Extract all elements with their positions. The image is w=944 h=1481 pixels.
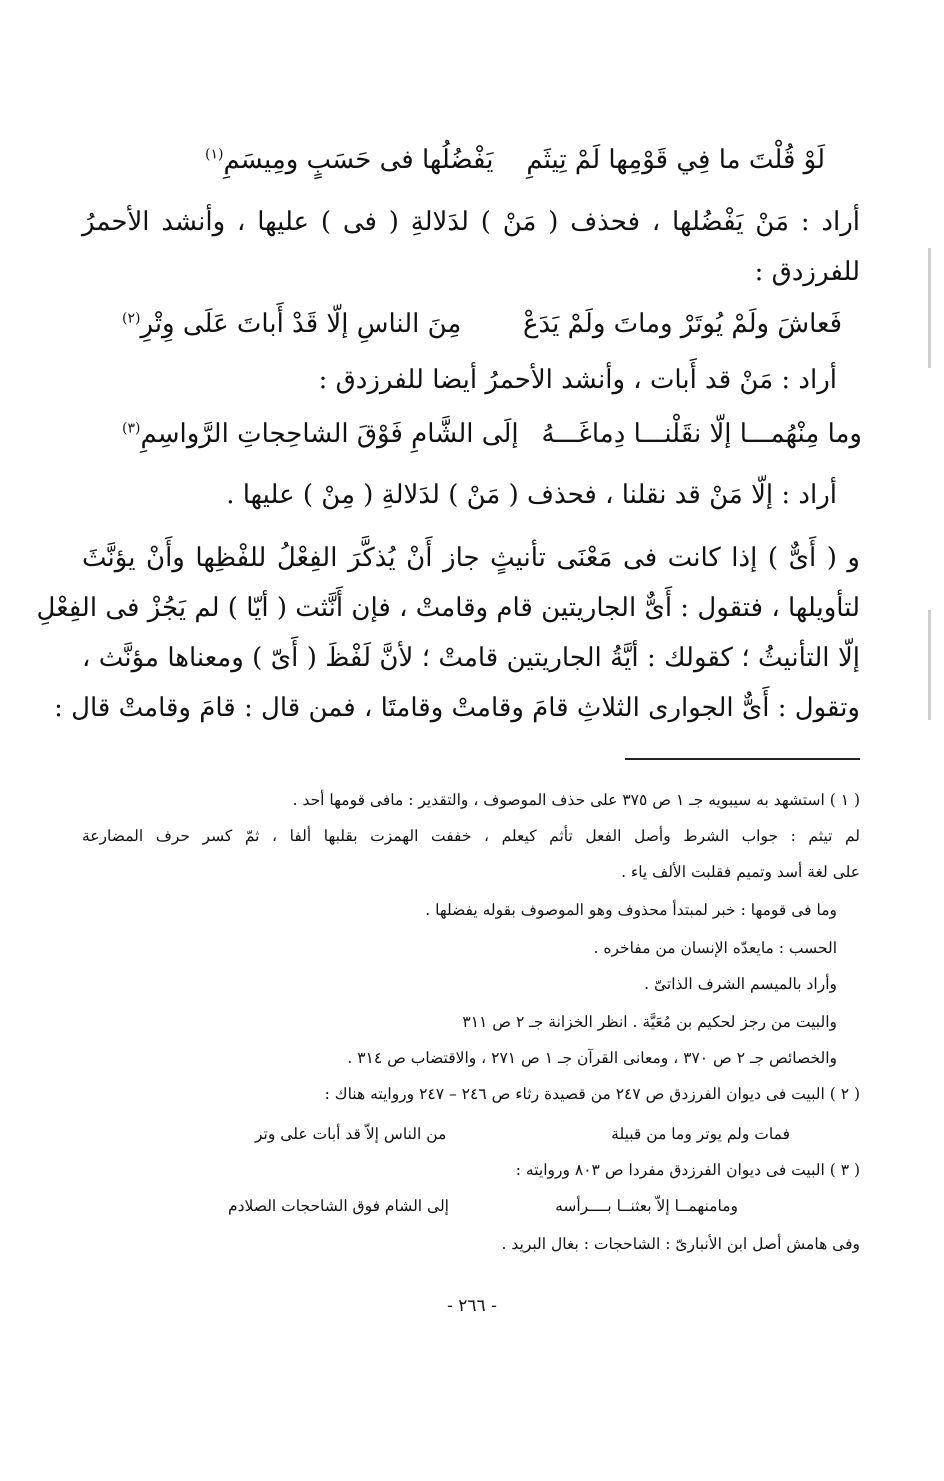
scan-margin-mark [928,610,931,720]
body-line: للفرزدق : [754,257,860,287]
verse-second-hemistich: يَفْضُلُها فى حَسَبٍ ومِيسَمِ$^{(١)}$ [205,145,494,175]
verse-first-hemistich: وما مِنْهُمـــا إلّا نقَلْنـــا دِماغَـــهُ [541,419,862,449]
body-line: أراد : مَنْ قد أَبات ، وأنشد الأحمرُ أيضا للفرزدق : [318,365,837,395]
scan-margin-mark [928,248,931,368]
verse-first-hemistich: لَوْ قُلْتَ ما فِي قَوْمِها لَمْ تِيثَمِ [526,145,825,175]
footnote-verse-first: فمات ولم يوتر وما من قبيلة [611,1125,790,1143]
footnote-verse-second: إلى الشام فوق الشاحجات الصلادم [228,1197,449,1215]
footnote-verse [228,1194,738,1218]
verse-second-hemistich: مِنَ الناسِ إلّا قَدْ أَباتَ عَلَى وِتْرِ$^{(٢)}$ [122,309,462,339]
verse-line [205,140,825,180]
verse-line [122,304,842,344]
footnote-line: ( ٣ ) البيت فى ديوان الفرزدق مفردا ص ٨٠٣ وروايته : [515,1161,860,1179]
footnote-ref: (١) [205,146,224,163]
footnote-ref: (٣) [122,420,141,437]
verse-line [122,414,862,454]
body-line: وتقول : أَىٌّ الجوارى الثلاثِ قامَ وقامتْ وقامتَا ، فمن قال : قامَ وقامتْ قال : [54,693,860,723]
footnote-verse-second: من الناس إلاّ قد أبات على وتر [255,1125,447,1143]
footnote-verse-first: ومامنهمــا إلاّ بعثنــا بــــرأسه [555,1197,738,1215]
body-line: أراد : إلّا مَنْ قد نقلنا ، فحذف ( مَنْ ) لدَلالةِ ( مِنْ ) عليها . [226,480,837,510]
footnote-line: ( ٢ ) البيت فى ديوان الفرزدق ص ٢٤٧ من قصيدة رثاء ص ٢٤٦ – ٢٤٧ وروايته هناك : [324,1085,860,1103]
footnote-line: والبيت من رجز لحكيم بن مُعَيَّة . انظر الخزانة جـ ٢ ص ٣١١ [462,1013,837,1031]
footnote-ref: (٢) [122,310,141,327]
body-line: إلّا التأنيثُ ؛ كقولك : أيَّةُ الجاريتين قامتْ ؛ لأنَّ لَفْظَ ( أَىّ ) ومعناها مؤنَّث ، [82,643,860,673]
footnote-verse [255,1122,790,1146]
footnote-line: على لغة أسد وتميم فقلبت الألف ياء . [621,863,860,881]
page-number: - ٢٦٦ - [447,1296,497,1316]
body-line: أراد : مَنْ يَفْضُلها ، فحذف ( مَنْ ) لدَلالةِ ( فى ) عليها ، وأنشد الأحمرُ [82,207,860,237]
body-line: لتأويلها ، فتقول : أَىٌّ الجاريتين قام وقامتْ ، فإن أَنَّثت ( أيّا ) لم يَجُزْ فى الفِعْلِ [36,593,860,623]
footnote-line: ( ١ ) استشهد به سيبويه جـ ١ ص ٣٧٥ على حذف الموصوف ، والتقدير : مافى قومها أحد . [292,791,860,809]
footnote-line: لم تيثم : جواب الشرط وأصل الفعل تأثم كيعلم ، خففت الهمزت بقلبها ألفا ، ثمّ كسر حرف المضارعة [82,827,860,845]
footnote-separator [625,758,860,760]
body-line: و ( أَىٌّ ) إذا كانت فى مَعْنَى تأنيثٍ جاز أَنْ يُذكَّرَ الفِعْلُ للفْظِها وأَنْ يؤنَّثَ [82,543,860,573]
footnote-line: وأراد بالميسم الشرف الذاتىّ . [644,975,837,993]
verse-first-hemistich: فَعاشَ ولَمْ يُوتَرْ وماتَ ولَمْ يَدَعْ [522,309,842,339]
footnote-line: وفى هامش أصل ابن الأنبارىّ : الشاحجات : بغال البريد . [501,1235,860,1253]
footnote-line: وما فى قومها : خبر لمبتدأ محذوف وهو الموصوف بقوله يفضلها . [425,901,837,919]
footnote-line: والخصائص جـ ٢ ص ٣٧٠ ، ومعانى القرآن جـ ١ ص ٢٧١ ، والاقتضاب ص ٣١٤ . [347,1049,837,1067]
verse-second-hemistich: إلَى الشَّامِ فَوْقَ الشاحِجاتِ الرَّواسِمِ$^{(٣)}$ [122,419,519,449]
footnote-line: الحسب : مايعدّه الإنسان من مفاخره . [593,939,837,957]
